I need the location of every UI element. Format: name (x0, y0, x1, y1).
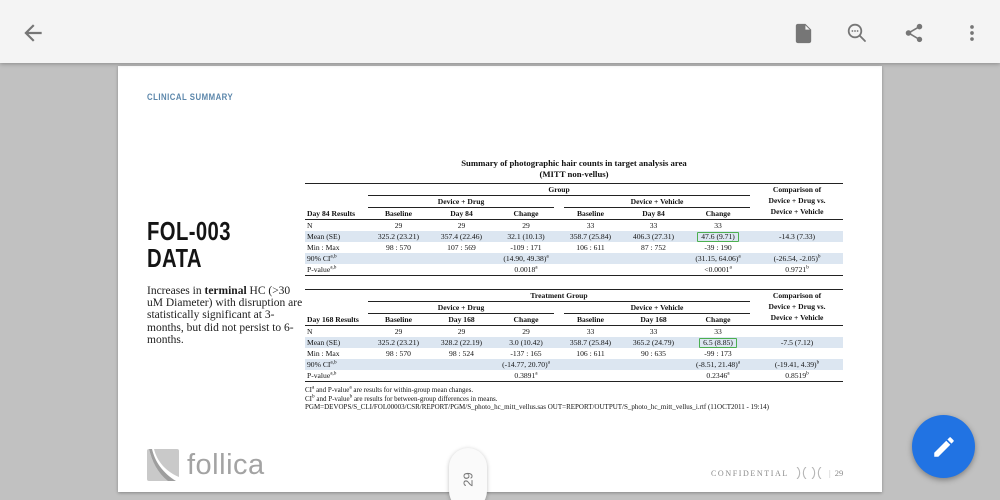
table-cell: (31.15, 64.06)$^a$ (685, 253, 751, 264)
footer-logo-mark-icon (795, 467, 823, 479)
table-row (305, 253, 843, 264)
table-row (305, 337, 843, 348)
table-row (305, 370, 843, 382)
table-cell: 0.0018$^a$ (493, 264, 559, 276)
table-cell (559, 264, 622, 276)
table-cell: 33 (649, 327, 658, 336)
table-cell: -14.3 (7.33) (751, 231, 843, 242)
table-cell (367, 253, 430, 264)
column-header: Day 84 (622, 208, 685, 220)
table-cell (430, 359, 493, 370)
table-row (305, 264, 843, 276)
table-cell (367, 264, 430, 276)
table-cell: 29 (457, 327, 466, 336)
slide-page (118, 66, 882, 492)
table-cell (751, 220, 843, 232)
slide-title-line2: DATA (147, 243, 202, 273)
overflow-menu-button[interactable] (958, 19, 986, 47)
table-footnotes (305, 386, 865, 412)
row-header: Day 168 Results (305, 314, 367, 326)
table-cell: (14.90, 49.38)$^a$ (493, 253, 559, 264)
row-label: N (307, 327, 313, 336)
table-cell: 0.3891$^a$ (493, 370, 559, 382)
follica-logo-icon (146, 448, 180, 482)
body-text-bold: terminal (204, 285, 247, 297)
table-cell (430, 264, 493, 276)
table-cell: (-8.51, 21.48)$^a$ (685, 359, 751, 370)
table-cell: 325.2 (23.21) (367, 337, 430, 348)
table-cell: 0.2346$^a$ (685, 370, 751, 382)
body-text-post: HC (>30 uM Diameter) with disruption are statistically significant at 3-months, but did not persist to 6-months. (147, 285, 303, 346)
table-cell (430, 370, 493, 382)
table-cell: 0.9721$^b$ (751, 264, 843, 276)
row-label: Mean (SE) (305, 337, 367, 348)
subgroup-header: Device + Vehicle (564, 302, 750, 314)
column-header: Baseline (559, 208, 622, 220)
table-cell: 406.3 (27.31) (622, 231, 685, 242)
brand-logo (146, 448, 265, 482)
column-header: Baseline (367, 208, 430, 220)
table-cell: 107 : 569 (447, 243, 476, 252)
table-cell: 87 : 752 (641, 243, 666, 252)
page-number-separator: | (829, 468, 831, 478)
more-vertical-icon (961, 22, 983, 44)
table-row (305, 231, 843, 242)
table-cell: -109 : 171 (510, 243, 542, 252)
table-cell: 106 : 611 (576, 349, 605, 358)
share-icon (903, 22, 925, 44)
table-cell: 29 (522, 327, 530, 336)
table-title (305, 158, 843, 180)
table-cell: <0.0001$^a$ (685, 264, 751, 276)
table-cell: 325.2 (23.21) (367, 231, 430, 242)
table-row (305, 242, 843, 253)
table-cell: -39 : 190 (704, 243, 732, 252)
table-cell (622, 359, 685, 370)
slide-page-number (829, 468, 843, 478)
column-header: Baseline (559, 314, 622, 326)
table-cell: 33 (649, 221, 658, 230)
column-header: Day 168 (430, 314, 493, 326)
table-row (305, 348, 843, 359)
table-cell (751, 326, 843, 338)
table-cell: 98 : 570 (386, 243, 411, 252)
table-cell: 3.0 (10.42) (493, 337, 559, 348)
document-icon (792, 22, 815, 45)
table-row (305, 326, 843, 338)
column-header: Change (493, 208, 559, 220)
row-label: Mean (SE) (305, 231, 367, 242)
day84-results-table (305, 183, 843, 276)
table-cell: -7.5 (7.12) (751, 337, 843, 348)
page-scrubber-number: 29 (460, 471, 476, 487)
back-button[interactable] (19, 19, 47, 47)
table-cell: 98 : 570 (386, 349, 411, 358)
table-cell: 358.7 (25.84) (559, 231, 622, 242)
table-cell: 106 : 611 (576, 243, 605, 252)
group-header: Treatment Group (368, 290, 750, 302)
row-label: P-value$^{a,b}$ (305, 264, 367, 276)
table-cell: 33 (714, 221, 722, 230)
column-header: Day 84 (430, 208, 493, 220)
table-title-line2: (MITT non-vellus) (539, 169, 609, 179)
slide-body-text (147, 285, 307, 346)
confidential-label: CONFIDENTIAL (711, 469, 789, 478)
section-eyebrow: CLINICAL SUMMARY (147, 92, 234, 103)
table-cell (430, 253, 493, 264)
table-cell (559, 370, 622, 382)
body-text-pre: Increases in (147, 285, 205, 297)
table-cell: (-14.77, 20.70)$^a$ (493, 359, 559, 370)
table-cell: 0.8519$^b$ (751, 370, 843, 382)
table-row (305, 220, 843, 232)
group-header: Group (368, 184, 750, 196)
highlighted-value: 6.5 (8.85) (699, 338, 737, 348)
row-label: 90% CI$^{a,b}$ (305, 253, 367, 264)
table-cell (685, 231, 751, 242)
table-cell: -137 : 165 (510, 349, 542, 358)
column-header: Baseline (367, 314, 430, 326)
subgroup-header: Device + Drug (368, 302, 554, 314)
row-label: Min : Max (307, 349, 340, 358)
table-cell (622, 370, 685, 382)
highlighted-value: 47.6 (9.71) (697, 232, 739, 242)
slide-title (147, 218, 231, 272)
table-cell: -99 : 173 (704, 349, 732, 358)
search-icon (845, 21, 869, 45)
table-cell (622, 253, 685, 264)
row-label: Min : Max (307, 243, 340, 252)
page-number-value: 29 (834, 468, 844, 478)
column-header: Change (685, 208, 751, 220)
table-cell (559, 253, 622, 264)
results-table (305, 289, 843, 382)
search-button[interactable] (843, 19, 871, 47)
footnote-line: $CI^b$ and P-value$^b$ are results for between-group differences in means. (305, 393, 498, 403)
table-title-line1: Summary of photographic hair counts in target analysis area (461, 158, 687, 168)
table-cell (367, 370, 430, 382)
table-cell: 98 : 524 (449, 349, 474, 358)
table-cell: 29 (457, 221, 466, 230)
table-cell: 33 (586, 221, 595, 230)
row-label: P-value$^{a,b}$ (305, 370, 367, 382)
table-row (305, 359, 843, 370)
comparison-header: Comparison of Device + Drug vs. Device + Vehicle (751, 290, 843, 326)
table-cell: 358.7 (25.84) (559, 337, 622, 348)
subgroup-header: Device + Drug (368, 196, 554, 208)
footnote-line: $CI^a$ and P-value$^a$ are results for within-group mean changes. (305, 384, 474, 394)
row-label: 90% CI$^{a,b}$ (305, 359, 367, 370)
table-cell: 357.4 (22.46) (430, 231, 493, 242)
table-cell: 33 (586, 327, 595, 336)
table-cell (685, 337, 751, 348)
table-cell: 29 (394, 327, 403, 336)
table-cell (367, 359, 430, 370)
table-cell: 33 (714, 327, 722, 336)
share-button[interactable] (900, 19, 928, 47)
back-arrow-icon (20, 20, 46, 46)
table-cell: (-19.41, 4.39)$^b$ (751, 359, 843, 370)
table-cell: 29 (522, 221, 530, 230)
column-header: Change (685, 314, 751, 326)
row-header: Day 84 Results (305, 208, 367, 220)
page-view-button[interactable] (789, 19, 817, 47)
slide-title-line1: FOL-003 (147, 216, 231, 246)
brand-wordmark: follica (187, 448, 265, 481)
row-label: N (307, 221, 313, 230)
results-table (305, 183, 843, 276)
app-bar (0, 0, 1000, 63)
page-scrubber[interactable] (449, 448, 487, 500)
comparison-header: Comparison of Device + Drug vs. Device + Vehicle (751, 184, 843, 220)
table-cell: 328.2 (22.19) (430, 337, 493, 348)
table-cell: 29 (394, 221, 403, 230)
table-cell (751, 242, 843, 253)
table-cell (559, 359, 622, 370)
footnote-line: PGM=DEVOPS/S_CLI/FOL00003/CSR/REPORT/PGM/S_photo_hc_mitt_vellus.sas OUT=REPORT/OUTPUT/S_photo_hc_mitt_vellus_i.rtf (11OCT2011 - 19:14) (305, 403, 769, 412)
table-cell: 32.1 (10.13) (493, 231, 559, 242)
table-cell (622, 264, 685, 276)
table-cell (751, 348, 843, 359)
subgroup-header: Device + Vehicle (564, 196, 750, 208)
table-cell: 90 : 635 (641, 349, 666, 358)
table-cell: 365.2 (24.79) (622, 337, 685, 348)
column-header: Change (493, 314, 559, 326)
day168-results-table (305, 289, 843, 382)
table-cell: (-26.54, -2.05)$^b$ (751, 253, 843, 264)
pencil-icon (931, 434, 957, 460)
edit-fab[interactable] (912, 415, 975, 478)
column-header: Day 168 (622, 314, 685, 326)
